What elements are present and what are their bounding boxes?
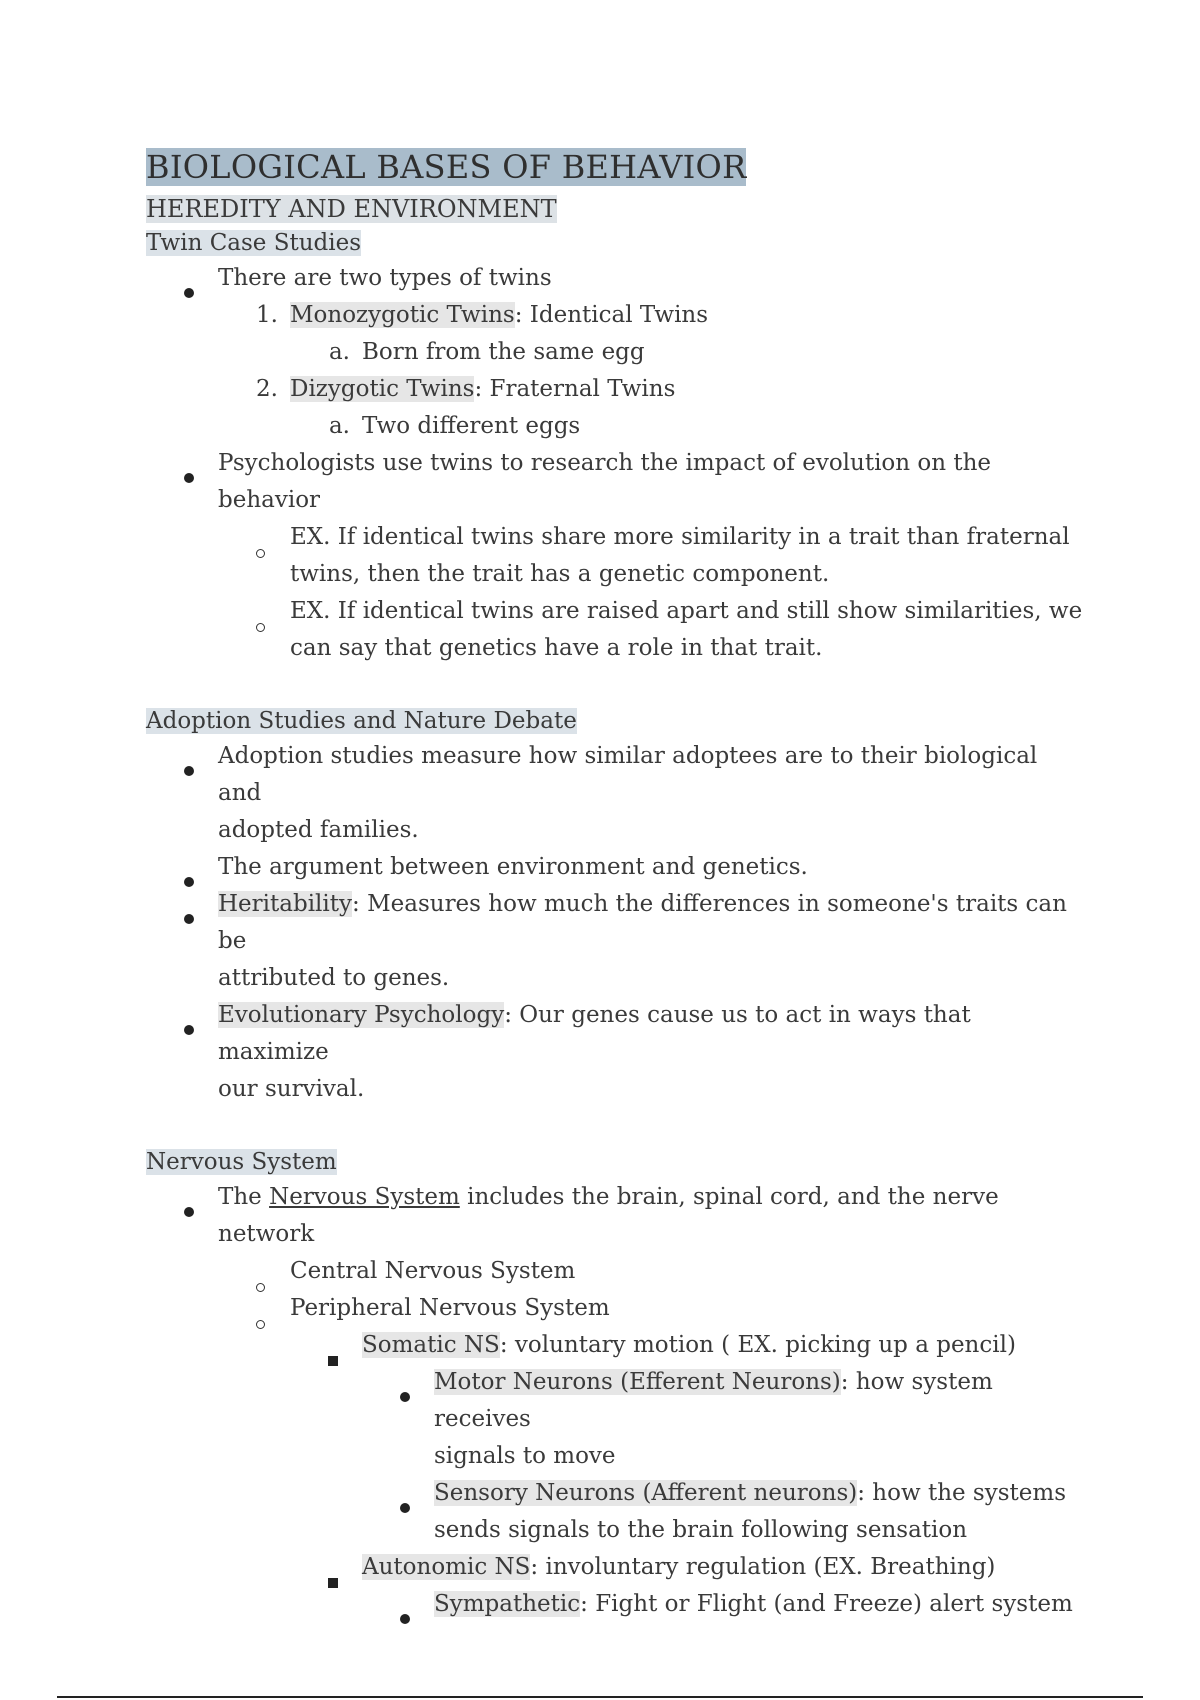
list-item <box>146 519 1086 556</box>
list-item <box>146 1290 1086 1327</box>
list-item-text: includes the brain, spinal cord, and the nerve network <box>218 1184 999 1247</box>
list-item-text: Central Nervous System <box>290 1258 576 1284</box>
list-item-text: Two different eggs <box>362 413 581 439</box>
list-item <box>146 1179 1086 1253</box>
list-item-text: The argument between environment and genetics. <box>218 854 808 880</box>
list-item-text: EX. If identical twins are raised apart and still show similarities, we <box>290 598 1083 624</box>
section-heading-nervous <box>146 1145 1086 1179</box>
list-number: 2. <box>256 376 278 402</box>
list-item-text: : involuntary regulation (EX. Breathing) <box>530 1554 996 1580</box>
list-item <box>146 334 1086 371</box>
term-somatic-ns: Somatic NS <box>362 1332 500 1358</box>
document-subtitle <box>146 192 1086 226</box>
list-item-text: The <box>218 1184 270 1210</box>
list-item-continuation <box>146 1512 1086 1549</box>
list-item-text: sends signals to the brain following sensation <box>434 1517 968 1543</box>
section-heading-adoption-text: Adoption Studies and Nature Debate <box>146 708 577 734</box>
list-item <box>146 1586 1086 1623</box>
list-item <box>146 1327 1086 1364</box>
list-item <box>146 849 1086 886</box>
document-title <box>146 146 1086 188</box>
list-item <box>146 371 1086 408</box>
bullet-icon <box>184 1192 194 1229</box>
list-item-text: : Fight or Flight (and Freeze) alert system <box>580 1591 1073 1617</box>
term-motor-neurons: Motor Neurons (Efferent Neurons) <box>434 1369 841 1395</box>
bullet-icon <box>184 899 194 936</box>
list-item-text: Peripheral Nervous System <box>290 1295 610 1321</box>
term-dizygotic: Dizygotic Twins <box>290 376 475 402</box>
term-heritability: Heritability <box>218 891 353 917</box>
bullet-icon <box>184 1010 194 1047</box>
list-item <box>146 408 1086 445</box>
term-autonomic-ns: Autonomic NS <box>362 1554 531 1580</box>
section-heading-nervous-text: Nervous System <box>146 1149 337 1175</box>
list-letter: a. <box>328 339 350 365</box>
list-item-text: : voluntary motion ( EX. picking up a pencil) <box>499 1332 1016 1358</box>
list-item-text: : how the systems <box>857 1480 1066 1506</box>
list-item-continuation <box>146 630 1086 667</box>
list-item <box>146 1253 1086 1290</box>
list-item-text: : Fraternal Twins <box>474 376 676 402</box>
section-heading-adoption <box>146 704 1086 738</box>
list-item <box>146 297 1086 334</box>
bullet-icon <box>400 1599 410 1636</box>
list-item-continuation <box>146 1438 1086 1475</box>
list-item <box>146 593 1086 630</box>
bullet-icon <box>184 458 194 495</box>
page-bottom-rule <box>57 1696 1143 1698</box>
list-item-text: Psychologists use twins to research the impact of evolution on the behavior <box>218 450 992 513</box>
list-item-text: our survival. <box>218 1076 365 1102</box>
list-item-text: twins, then the trait has a genetic component. <box>290 561 830 587</box>
list-item-text: attributed to genes. <box>218 965 450 991</box>
list-item-continuation <box>146 960 1086 997</box>
term-evolutionary-psychology: Evolutionary Psychology <box>218 1002 505 1028</box>
list-item-text: : how system receives <box>434 1369 993 1432</box>
list-item <box>146 1549 1086 1586</box>
list-item-text: : Identical Twins <box>514 302 709 328</box>
list-item <box>146 1475 1086 1512</box>
term-monozygotic: Monozygotic Twins <box>290 302 515 328</box>
list-item-text: adopted families. <box>218 817 419 843</box>
list-item-text: signals to move <box>434 1443 616 1469</box>
list-item-text: There are two types of twins <box>218 265 552 291</box>
list-item-text: EX. If identical twins share more similarity in a trait than fraternal <box>290 524 1070 550</box>
term-sympathetic: Sympathetic <box>434 1591 581 1617</box>
list-item-text: : Measures how much the differences in someone's traits can be <box>218 891 1067 954</box>
list-item-continuation <box>146 556 1086 593</box>
list-item-text: : Our genes cause us to act in ways that maximize <box>218 1002 971 1065</box>
list-letter: a. <box>328 413 350 439</box>
list-item <box>146 886 1086 960</box>
list-item-text: Born from the same egg <box>362 339 645 365</box>
list-item-continuation <box>146 1071 1086 1108</box>
list-item <box>146 260 1086 297</box>
list-item-text: can say that genetics have a role in that trait. <box>290 635 823 661</box>
section-heading-twin-text: Twin Case Studies <box>146 230 362 256</box>
term-nervous-system: Nervous System <box>269 1184 460 1210</box>
list-number: 1. <box>256 302 278 328</box>
document-title-text: BIOLOGICAL BASES OF BEHAVIOR <box>146 148 747 186</box>
bullet-icon <box>184 751 194 788</box>
list-item <box>146 997 1086 1071</box>
bullet-icon <box>400 1377 410 1414</box>
document-subtitle-text: HEREDITY AND ENVIRONMENT <box>146 195 557 223</box>
list-item <box>146 1364 1086 1438</box>
document-page <box>146 146 1086 1623</box>
list-item-continuation <box>146 812 1086 849</box>
list-item-text: Adoption studies measure how similar adoptees are to their biological and <box>218 743 1038 806</box>
list-item <box>146 738 1086 812</box>
section-heading-twin <box>146 226 1086 260</box>
term-sensory-neurons: Sensory Neurons (Afferent neurons) <box>434 1480 858 1506</box>
list-item <box>146 445 1086 519</box>
